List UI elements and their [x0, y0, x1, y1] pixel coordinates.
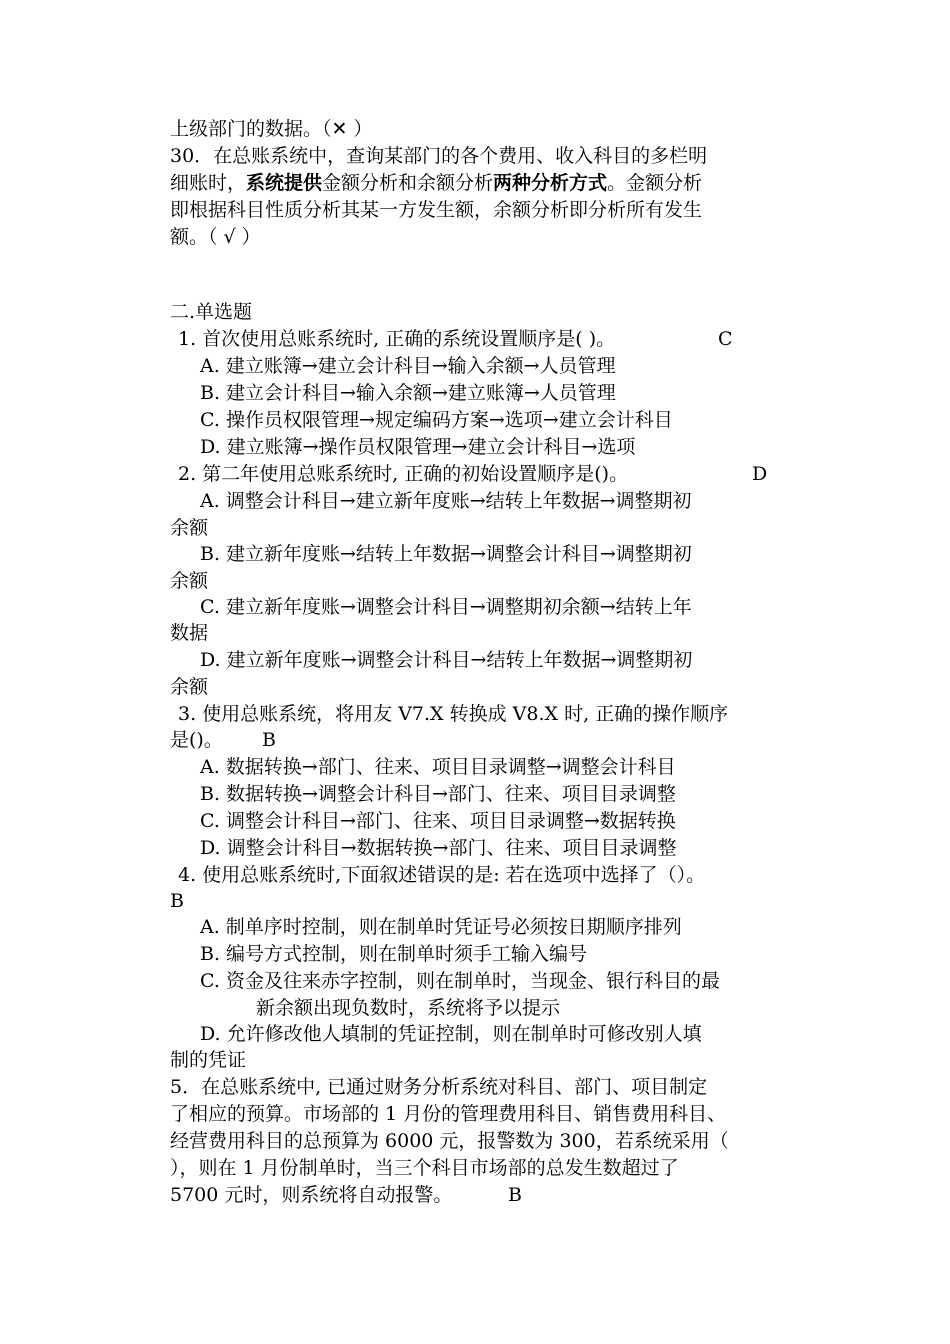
q4-option-b: B. 编号方式控制，则在制单时须手工输入编号 [200, 943, 588, 965]
tf-q30-line3: 即根据科目性质分析其某一方发生额，余额分析即分析所有发生 [170, 199, 703, 221]
q1-option-b: B. 建立会计科目→输入余额→建立账簿→人员管理 [200, 382, 616, 404]
q4-stem: 4. 使用总账系统时,下面叙述错误的是: 若在选项中选择了（）。 [178, 864, 706, 886]
q2-option-b: B. 建立新年度账→结转上年数据→调整会计科目→调整期初 [200, 543, 692, 565]
q5-line5: 5700 元时，则系统将自动报警。 [170, 1184, 453, 1206]
tf-line-previous-tail: 上级部门的数据。（✕ ） [170, 118, 373, 140]
q5-line3: 经营费用科目的总预算为 6000 元，报警数为 300，若系统采用（ [170, 1130, 729, 1152]
q3-option-a: A. 数据转换→部门、往来、项目目录调整→调整会计科目 [200, 756, 676, 778]
q1-option-c: C. 操作员权限管理→规定编码方案→选项→建立会计科目 [200, 409, 673, 431]
q3-option-d: D. 调整会计科目→数据转换→部门、往来、项目目录调整 [200, 837, 677, 859]
q5-line2: 了相应的预算。市场部的 1 月份的管理费用科目、销售费用科目、 [170, 1103, 727, 1125]
q4-answer: B [170, 890, 184, 912]
tf-q30-line2: 细账时，系统提供金额分析和余额分析两种分析方式。金额分析 [170, 172, 703, 194]
q5-line4: ），则在 1 月份制单时，当三个科目市场部的总发生数超过了 [170, 1157, 679, 1179]
q2-stem: 2. 第二年使用总账系统时, 正确的初始设置顺序是()。 [178, 463, 629, 485]
q3-stem: 3. 使用总账系统，将用友 V7.X 转换成 V8.X 时, 正确的操作顺序 [178, 703, 729, 725]
tf-q30-line4: 额。（ √ ） [170, 226, 261, 248]
q5-answer: B [508, 1184, 522, 1206]
bold-phrase-two-analysis-modes: 两种分析方式 [493, 172, 608, 194]
q1-stem: 1. 首次使用总账系统时, 正确的系统设置顺序是( )。 [178, 328, 616, 350]
q3-answer: B [262, 729, 276, 751]
q4-option-d: D. 允许修改他人填制的凭证控制，则在制单时可修改别人填 [200, 1023, 702, 1045]
q4-option-c: C. 资金及往来赤字控制，则在制单时，当现金、银行科目的最 [200, 970, 720, 992]
tf-q30-line1: 30．在总账系统中，查询某部门的各个费用、收入科目的多栏明 [170, 145, 708, 167]
q3-option-b: B. 数据转换→调整会计科目→部门、往来、项目目录调整 [200, 783, 676, 805]
q2-option-c: C. 建立新年度账→调整会计科目→调整期初余额→结转上年 [200, 596, 692, 618]
q2-option-a: A. 调整会计科目→建立新年度账→结转上年数据→调整期初 [200, 490, 692, 512]
q2-option-d-cont: 余额 [170, 676, 209, 698]
q2-option-d: D. 建立新年度账→调整会计科目→结转上年数据→调整期初 [200, 649, 693, 671]
q5-line1: 5．在总账系统中, 已通过财务分析系统对科目、部门、项目制定 [170, 1076, 708, 1098]
q2-option-c-cont: 数据 [170, 622, 209, 644]
q1-option-d: D. 建立账簿→操作员权限管理→建立会计科目→选项 [200, 436, 636, 458]
q3-stem-cont: 是()。 [170, 729, 223, 751]
bold-phrase-system-provides: 系统提供 [246, 172, 323, 194]
q3-option-c: C. 调整会计科目→部门、往来、项目目录调整→数据转换 [200, 810, 676, 832]
q1-option-a: A. 建立账簿→建立会计科目→输入余额→人员管理 [200, 355, 616, 377]
q4-option-d-cont: 制的凭证 [170, 1049, 247, 1071]
q2-option-b-cont: 余额 [170, 570, 209, 592]
q4-option-c-cont: 新余额出现负数时，系统将予以提示 [256, 997, 561, 1019]
q1-answer: C [718, 328, 733, 350]
q2-answer: D [752, 463, 768, 485]
q2-option-a-cont: 余额 [170, 517, 209, 539]
q4-option-a: A. 制单序时控制，则在制单时凭证号必须按日期顺序排列 [200, 916, 682, 938]
section-title: 二.单选题 [170, 301, 253, 323]
